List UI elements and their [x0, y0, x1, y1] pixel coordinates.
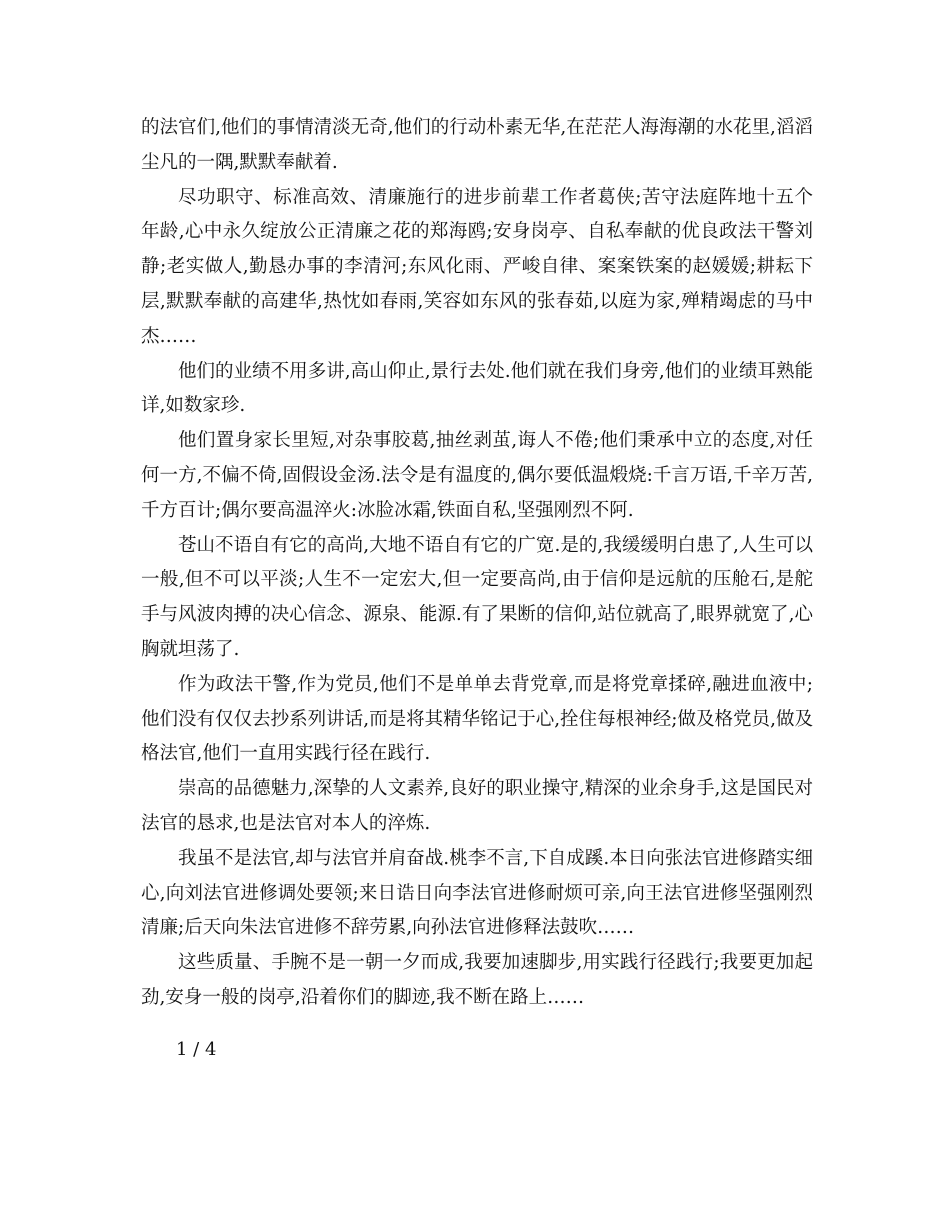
document-body: [141, 111, 813, 1016]
paragraph-2: 尽功职守、标准高效、清廉施行的进步前辈工作者葛侠;苦守法庭阵地十五个年龄,心中永久绽放公正清廉之花的郑海鸥;安身岗亭、自私奉献的优良政法干警刘静;老实做人,勤恳办事的李清河;东风化雨、严峻自律、案案铁案的赵媛媛;耕耘下层,默默奉献的高建华,热忱如春雨,笑容如东风的张春茹,以庭为家,殚精竭虑的马中杰……: [141, 186, 813, 347]
paragraph-6: 作为政法干警,作为党员,他们不是单单去背党章,而是将党章揉碎,融进血液中;他们没有仅仅去抄系列讲话,而是将其精华铭记于心,拴住每根神经;做及格党员,做及格法官,他们一直用实践行径在践行.: [141, 673, 813, 765]
paragraph-1: 的法官们,他们的事情清淡无奇,他们的行动朴素无华,在茫茫人海海潮的水花里,滔滔尘凡的一隅,默默奉献着.: [141, 117, 813, 173]
page-number: 1 / 4: [176, 1039, 217, 1060]
paragraph-9: 这些质量、手腕不是一朝一夕而成,我要加速脚步,用实践行径践行;我要更加起劲,安身一般的岗亭,沿着你们的脚迹,我不断在路上……: [141, 952, 813, 1008]
paragraph-8: 我虽不是法官,却与法官并肩奋战.桃李不言,下自成蹊.本日向张法官进修踏实细心,向刘法官进修调处要领;来日诰日向李法官进修耐烦可亲,向王法官进修坚强刚烈清廉;后天向朱法官进修不辞劳累,向孙法官进修释法鼓吹……: [141, 847, 813, 939]
paragraph-5: 苍山不语自有它的高尚,大地不语自有它的广宽.是的,我缓缓明白患了,人生可以一般,但不可以平淡;人生不一定宏大,但一定要高尚,由于信仰是远航的压舱石,是舵手与风波肉搏的决心信念、源泉、能源.有了果断的信仰,站位就高了,眼界就宽了,心胸就坦荡了.: [141, 534, 813, 660]
paragraph-7: 崇高的品德魅力,深挚的人文素养,良好的职业操守,精深的业余身手,这是国民对法官的恳求,也是法官对本人的淬炼.: [141, 778, 813, 834]
paragraph-3: 他们的业绩不用多讲,高山仰止,景行去处.他们就在我们身旁,他们的业绩耳熟能详,如数家珍.: [141, 360, 813, 417]
paragraph-4: 他们置身家长里短,对杂事胶葛,抽丝剥茧,诲人不倦;他们秉承中立的态度,对任何一方,不偏不倚,固假设金汤.法令是有温度的,偶尔要低温煅烧:千言万语,千辛万苦,千方百计;偶尔要高温淬火:冰脸冰霜,铁面自私,坚强刚烈不阿.: [141, 430, 813, 521]
